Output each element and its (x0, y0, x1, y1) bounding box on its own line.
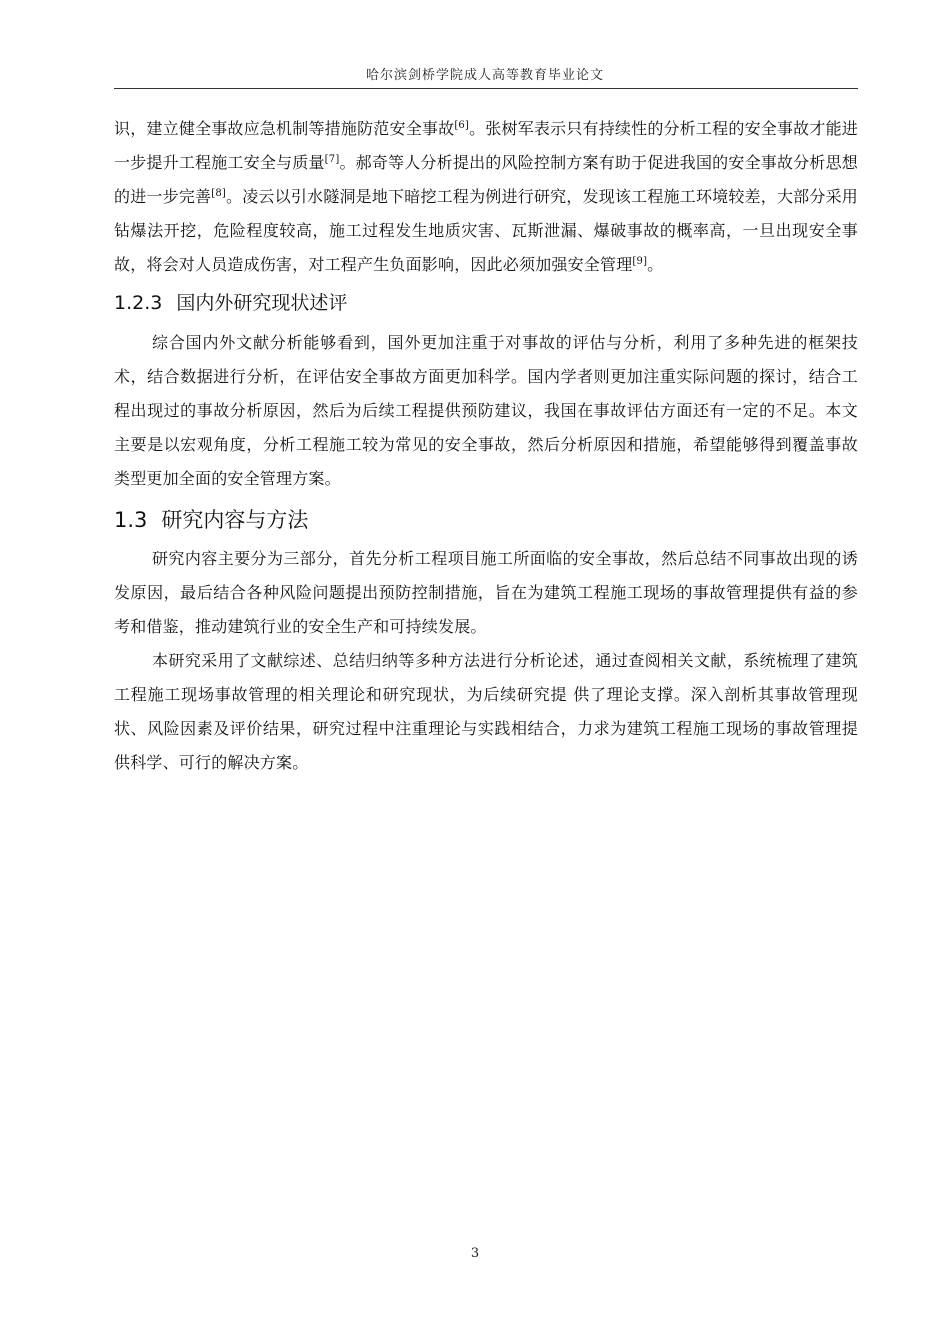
paragraph-text: 。 (647, 255, 664, 274)
section-number: 1.3 (114, 508, 148, 532)
running-header: 哈尔滨剑桥学院成人高等教育毕业论文 (365, 68, 604, 83)
citation-ref: [9] (632, 256, 648, 267)
section-title: 国内外研究现状述评 (176, 292, 348, 314)
paragraph-text: 。郝奇等人分析提出的风险控制方案有助于促进我国的安全事故分析思想的进一步完善 (114, 153, 858, 206)
section-number: 1.2.3 (114, 292, 163, 314)
page-number: 3 (470, 1246, 480, 1261)
paragraph-text: 。凌云以引水隧洞是地下暗挖工程为例进行研究，发现该工程施工环境较差，大部分采用钻爆法开挖，危险程度较高，施工过程发生地质灾害、瓦斯泄漏、爆破事故的概率高，一旦出现安全事故，将会对人员造成伤害，对工程产生负面影响，因此必须加强安全管理 (114, 187, 858, 274)
page-body (114, 112, 858, 780)
citation-ref: [8] (211, 188, 226, 199)
body-paragraph (114, 112, 858, 282)
section-heading-1-2-3 (114, 286, 858, 320)
paragraph-text: 识，建立健全事故应急机制等措施防范安全事故 (114, 119, 455, 138)
citation-ref: [6] (454, 120, 470, 131)
header-rule (114, 88, 858, 89)
section-title: 研究内容与方法 (161, 508, 309, 532)
paragraph-text: 。张树军表示只有持续性的分析工程的安全事故才能进一步提升工程施工安全与质量 (114, 119, 858, 172)
body-paragraph: 研究内容主要分为三部分，首先分析工程项目施工所面临的安全事故，然后总结不同事故出现的诱发原因，最后结合各种风险问题提出预防控制措施，旨在为建筑工程施工现场的事故管理提供有益的参考和借鉴，推动建筑行业的安全生产和可持续发展。 (114, 549, 858, 636)
body-paragraph: 综合国内外文献分析能够看到，国外更加注重于对事故的评估与分析，利用了多种先进的框架技术，结合数据进行分析，在评估安全事故方面更加科学。国内学者则更加注重实际问题的探讨，结合工程出现过的事故分析原因，然后为后续工程提供预防建议，我国在事故评估方面还有一定的不足。本文主要是以宏观角度，分析工程施工较为常见的安全事故，然后分析原因和措施，希望能够得到覆盖事故类型更加全面的安全管理方案。 (114, 333, 858, 488)
section-heading-1-3 (114, 502, 858, 538)
citation-ref: [7] (324, 154, 340, 165)
body-paragraph: 本研究采用了文献综述、总结归纳等多种方法进行分析论述，通过查阅相关文献，系统梳理了建筑工程施工现场事故管理的相关理论和研究现状，为后续研究提 供了理论支撑。深入剖析其事故管理现状、风险因素及评价结果，研究过程中注重理论与实践相结合，力求为建筑工程施工现场的事故管理提供科学、可行的解决方案。 (114, 651, 858, 772)
